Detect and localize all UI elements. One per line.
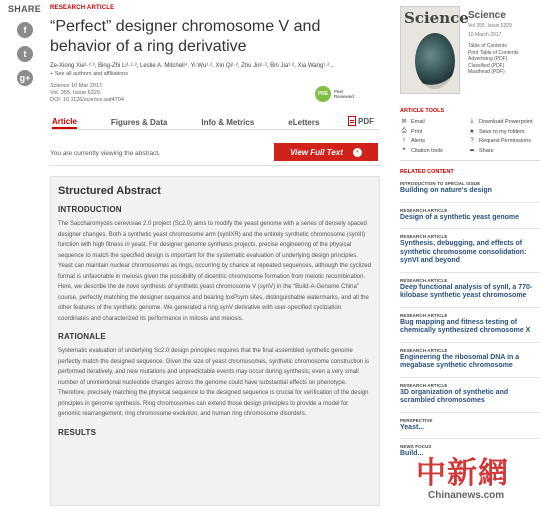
author-list[interactable]: Ze-Xiong Xie¹·²·³, Bing-Zhi Li¹·²·³, Leslie A. Mitchell⁴, Yi Wu¹·², Xin Qi¹·², Zhu Jin¹·², Bin Jia¹·², Xia Wang¹·²... <box>50 63 335 69</box>
issue-link[interactable]: Advertising (PDF) <box>468 56 508 62</box>
related-link[interactable]: Design of a synthetic yeast genome <box>400 213 520 221</box>
chinanews-watermark <box>408 448 540 510</box>
abstract-bar <box>50 140 380 166</box>
related-tag: PERSPECTIVE <box>400 417 433 423</box>
tab-pdf[interactable] <box>348 116 374 126</box>
watermark-logo: 中新網 <box>416 456 509 491</box>
related-tag: NEWS FOCUS <box>400 444 432 449</box>
related-item <box>400 342 540 371</box>
issue-link[interactable]: Table of Contents <box>468 43 507 49</box>
pdf-icon <box>348 116 356 126</box>
related-link[interactable]: Build... <box>400 450 424 457</box>
related-tag: RESEARCH ARTICLE <box>400 347 448 353</box>
related-link[interactable]: Building on nature's design <box>400 187 492 194</box>
journal-title[interactable]: Science <box>468 10 506 21</box>
related-item <box>400 412 540 433</box>
tab-article[interactable]: Article <box>52 117 77 129</box>
article-tools <box>400 118 540 161</box>
tool-label: Email <box>411 118 425 125</box>
view-full-text-label: View Full Text <box>290 147 343 157</box>
tab-pdf-label: PDF <box>358 116 374 126</box>
issue-box <box>400 6 540 94</box>
related-link[interactable]: Deep functional analysis of synII, a 770-kilobase synthetic yeast chromosome <box>400 283 533 299</box>
article-tabs <box>50 116 380 130</box>
tool-alerts[interactable] <box>400 138 468 144</box>
related-item <box>400 307 540 336</box>
issue-date: 10 March 2017 <box>468 31 502 38</box>
tool-citation-tools[interactable] <box>400 147 468 154</box>
print-icon: ⎙ <box>401 128 407 134</box>
related-item <box>400 377 540 406</box>
watermark-url: Chinanews.com <box>428 490 505 501</box>
article-tools-heading: ARTICLE TOOLS <box>400 108 445 114</box>
issue-links <box>468 43 519 76</box>
rationale-text: Systematic evaluation of underlying Sc2.0 design principles requires that the final assembled synthetic genome perfectly match the designed sequence. Given the size of yeast chromosomes, synthetic chromosome construction is performed iteratively, and new mutations and unpredictable events may occur during synthesis; even a very small number of unintentional nucleotide changes across the genome could have substantial effects on phenotype. Therefore, precisely matching the physical sequence to the designed sequence is crucial for verification of the design principles in genome synthesis. Ring chromosomes can extend those design principles to provide a model for genomic rearrangement, ring chromosome evolution, and human ring chromosome disorders. <box>58 348 370 417</box>
related-tag: RESEARCH ARTICLE <box>400 234 448 239</box>
related-item <box>400 202 540 223</box>
question-icon: ? <box>470 138 474 144</box>
doi[interactable]: DOI: 10.1126/science.aaf4704 <box>50 97 124 103</box>
peer-review-icon: PRE <box>315 86 331 102</box>
issue-number: Vol 355, Issue 6329 <box>468 23 512 29</box>
share-title: SHARE <box>8 4 42 14</box>
related-item <box>400 181 540 196</box>
tool-share[interactable] <box>468 147 538 154</box>
main-content <box>50 0 380 506</box>
tool-label: Share <box>479 147 494 154</box>
tab-info-metrics[interactable]: Info & Metrics <box>201 118 255 127</box>
arrow-right-icon: › <box>353 148 362 157</box>
related-tag: INTRODUCTION TO SPECIAL ISSUE <box>400 181 481 186</box>
tool-label: Save to my folders <box>479 128 525 135</box>
quote-icon: ❝ <box>402 148 406 154</box>
facebook-icon[interactable]: f <box>17 22 33 38</box>
structured-abstract <box>50 176 380 506</box>
tab-figures-data[interactable]: Figures & Data <box>110 118 168 127</box>
volume-issue: Vol. 355, Issue 6329, <box>50 90 102 96</box>
tool-email[interactable] <box>400 118 468 125</box>
google-plus-icon[interactable]: g+ <box>17 70 33 86</box>
issue-link[interactable]: Masthead (PDF) <box>468 69 505 75</box>
rationale-heading: RATIONALE <box>58 332 106 341</box>
related-item <box>400 228 540 266</box>
tool-print[interactable] <box>400 128 468 135</box>
related-link[interactable]: Engineering the ribosomal DNA in a megabase synthetic chromosome <box>400 353 520 369</box>
twitter-icon[interactable]: t <box>17 46 33 62</box>
related-list <box>400 181 540 459</box>
tool-download-powerpoint[interactable] <box>468 118 538 125</box>
download-icon: ⤓ <box>470 118 474 124</box>
share-panel <box>8 4 42 86</box>
introduction-text: The Saccharomyces cerevisiae 2.0 project (Sc2.0) aims to modify the yeast genome with a series of densely spaced designer changes. Both a synthetic yeast chromosome arm (synIXR) and the entirely synthetic chromosome (synIII) function with high fitness in yeast. For designer genome synthesis projects, precise engineering of the physical sequence to match the specified design is important for the systematic evaluation of underlying design principles. Yeast can maintain nuclear chromosomes as rings, occurring by chance at repeated sequences, although the cyclized format is unfavorable in meiosis given the possibility of dicentric chromosome formation from meiotic recombination. Here, we describe the de novo synthesis of synthetic yeast chromosome V (synV) in the “Build-A-Genome China” course, perfectly matching the designer sequence and bearing loxPsym sites, distinguishable watermarks, and all the other features of the synthetic genome. We generated a ring synV derivative with user-specified cyclization coordinates and characterized its performance in mitosis and meiosis. <box>58 221 371 322</box>
cover-image <box>415 33 455 89</box>
share-icon: ➦ <box>469 148 475 154</box>
abstract-note: You are currently viewing the abstract. <box>50 150 160 157</box>
related-tag: RESEARCH ARTICLE <box>400 382 448 388</box>
tool-label: Request Permissions <box>479 138 531 144</box>
article-meta <box>50 83 380 113</box>
tool-label: Citation tools <box>411 147 443 154</box>
star-icon: ★ <box>469 129 475 135</box>
tool-save-folders[interactable] <box>468 128 538 135</box>
peer-reviewed-badge <box>315 86 364 102</box>
journal-name: Science <box>50 83 70 89</box>
sidebar <box>400 0 540 459</box>
related-link[interactable]: Yeast... <box>400 423 425 431</box>
journal-cover[interactable] <box>400 6 469 94</box>
related-item <box>400 272 540 301</box>
see-all-authors-link[interactable]: + See all authors and affiliations <box>50 71 129 77</box>
related-tag: RESEARCH ARTICLE <box>400 207 448 213</box>
article-type-tag: RESEARCH ARTICLE <box>50 5 115 11</box>
related-tag: RESEARCH ARTICLE <box>400 312 448 318</box>
tool-label: Alerts <box>411 138 426 144</box>
tool-request-permissions[interactable] <box>468 138 538 144</box>
tool-label: Download Powerpoint <box>479 118 533 125</box>
tab-eletters[interactable]: eLetters <box>288 118 320 127</box>
related-link[interactable]: 3D organization of synthetic and scrambled chromosomes <box>400 388 509 404</box>
related-link[interactable]: Synthesis, debugging, and effects of synthetic chromosome consolidation: synVI and beyond <box>400 240 527 264</box>
cover-wordmark: Science <box>404 9 469 27</box>
tool-label: Print <box>411 128 423 135</box>
related-tag: RESEARCH ARTICLE <box>400 277 448 283</box>
article-title: “Perfect” designer chromosome V and behavior of a ring derivative <box>50 18 321 55</box>
introduction-heading: INTRODUCTION <box>58 205 122 214</box>
structured-abstract-heading: Structured Abstract <box>58 185 161 197</box>
issue-link[interactable]: Print Table of Contents <box>468 49 519 56</box>
issue-link[interactable]: Classified (PDF) <box>468 62 505 69</box>
view-full-text-button[interactable] <box>274 143 378 161</box>
related-content-heading: RELATED CONTENT <box>400 169 454 175</box>
publication-date: 10 Mar 2017: <box>71 83 104 89</box>
email-icon: ✉ <box>401 119 407 125</box>
peer-review-label: Peer Reviewed <box>334 89 354 99</box>
alert-icon: ! <box>403 138 405 144</box>
results-heading: RESULTS <box>58 427 97 437</box>
related-link[interactable]: Bug mapping and fitness testing of chemically synthesized chromosome X <box>400 318 531 334</box>
